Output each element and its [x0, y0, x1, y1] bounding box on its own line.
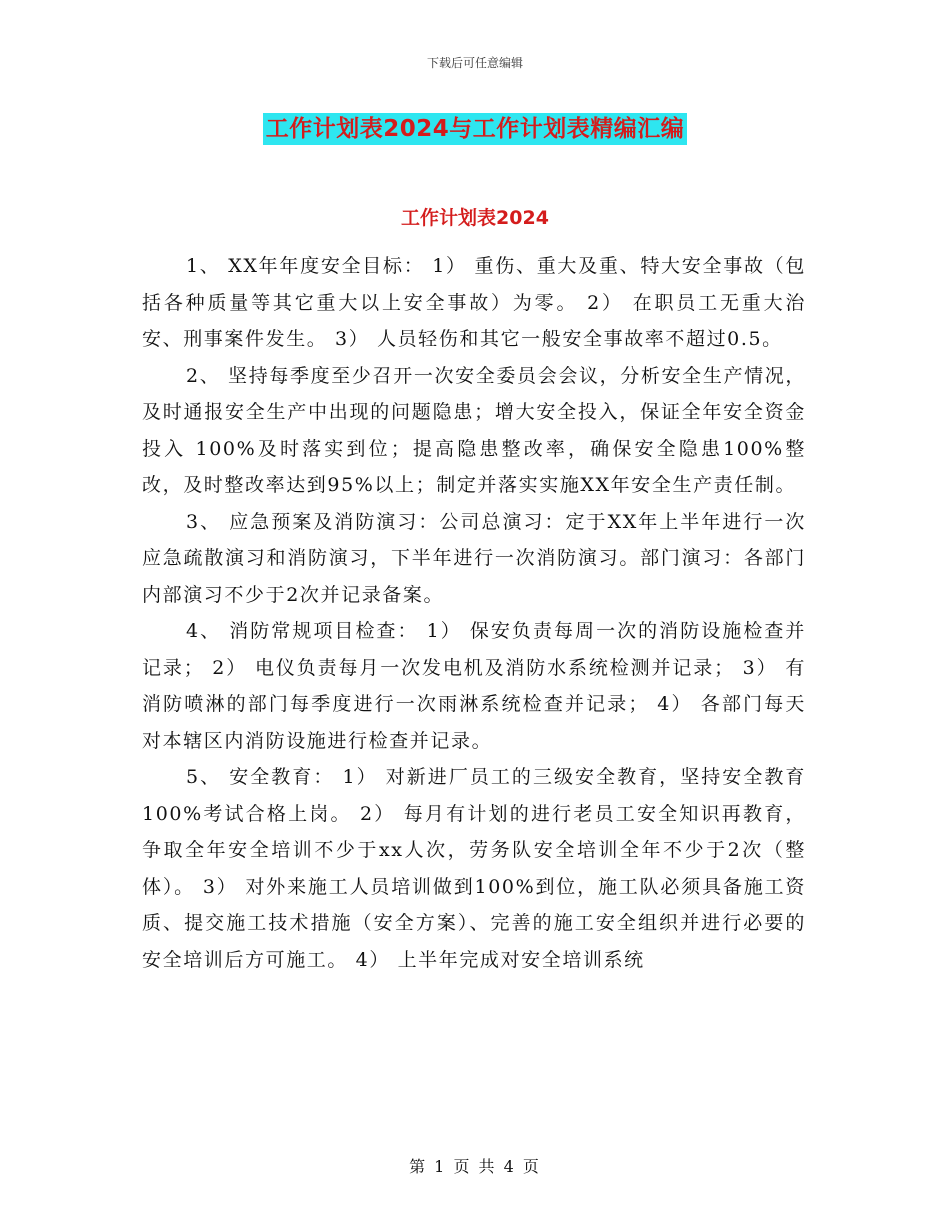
main-title-wrap [0, 113, 950, 145]
section-title: 工作计划表2024 [401, 207, 549, 229]
main-title: 工作计划表2024与工作计划表精编汇编 [263, 113, 688, 145]
paragraph-1: 1、 XX年年度安全目标： 1） 重伤、重大及重、特大安全事故（包括各种质量等其它重大以上安全事故）为零。 2） 在职员工无重大治安、刑事案件发生。 3） 人员轻伤和其它一般安全事故率不超过0.5。 [142, 255, 806, 350]
page-footer: 第 1 页 共 4 页 [409, 1157, 541, 1176]
paragraph-4: 4、 消防常规项目检查： 1） 保安负责每周一次的消防设施检查并记录； 2） 电仪负责每月一次发电机及消防水系统检测并记录； 3） 有消防喷淋的部门每季度进行一次雨淋系统检查并记录； 4） 各部门每天对本辖区内消防设施进行检查并记录。 [142, 620, 806, 752]
paragraph-2: 2、 坚持每季度至少召开一次安全委员会会议，分析安全生产情况，及时通报安全生产中出现的问题隐患；增大安全投入，保证全年安全资金投入 100%及时落实到位；提高隐患整改率，确保安全隐患100%整改，及时整改率达到95%以上；制定并落实实施XX年安全生产责任制。 [142, 364, 806, 496]
header-note: 下载后可任意编辑 [426, 56, 523, 70]
paragraph-5: 5、 安全教育： 1） 对新进厂员工的三级安全教育，坚持安全教育100%考试合格上岗。 2） 每月有计划的进行老员工安全知识再教育，争取全年安全培训不少于xx人次，劳务队安全培训全年不少于2次（整体）。 3） 对外来施工人员培训做到100%到位，施工队必须具备施工资质、提交施工技术措施（安全方案）、完善的施工安全组织并进行必要的安全培训后方可施工。 4） 上半年完成对安全培训系统 [142, 766, 806, 971]
paragraph-3: 3、 应急预案及消防演习：公司总演习：定于XX年上半年进行一次应急疏散演习和消防演习，下半年进行一次消防演习。部门演习：各部门内部演习不少于2次并记录备案。 [142, 510, 806, 606]
body-content [142, 248, 806, 978]
